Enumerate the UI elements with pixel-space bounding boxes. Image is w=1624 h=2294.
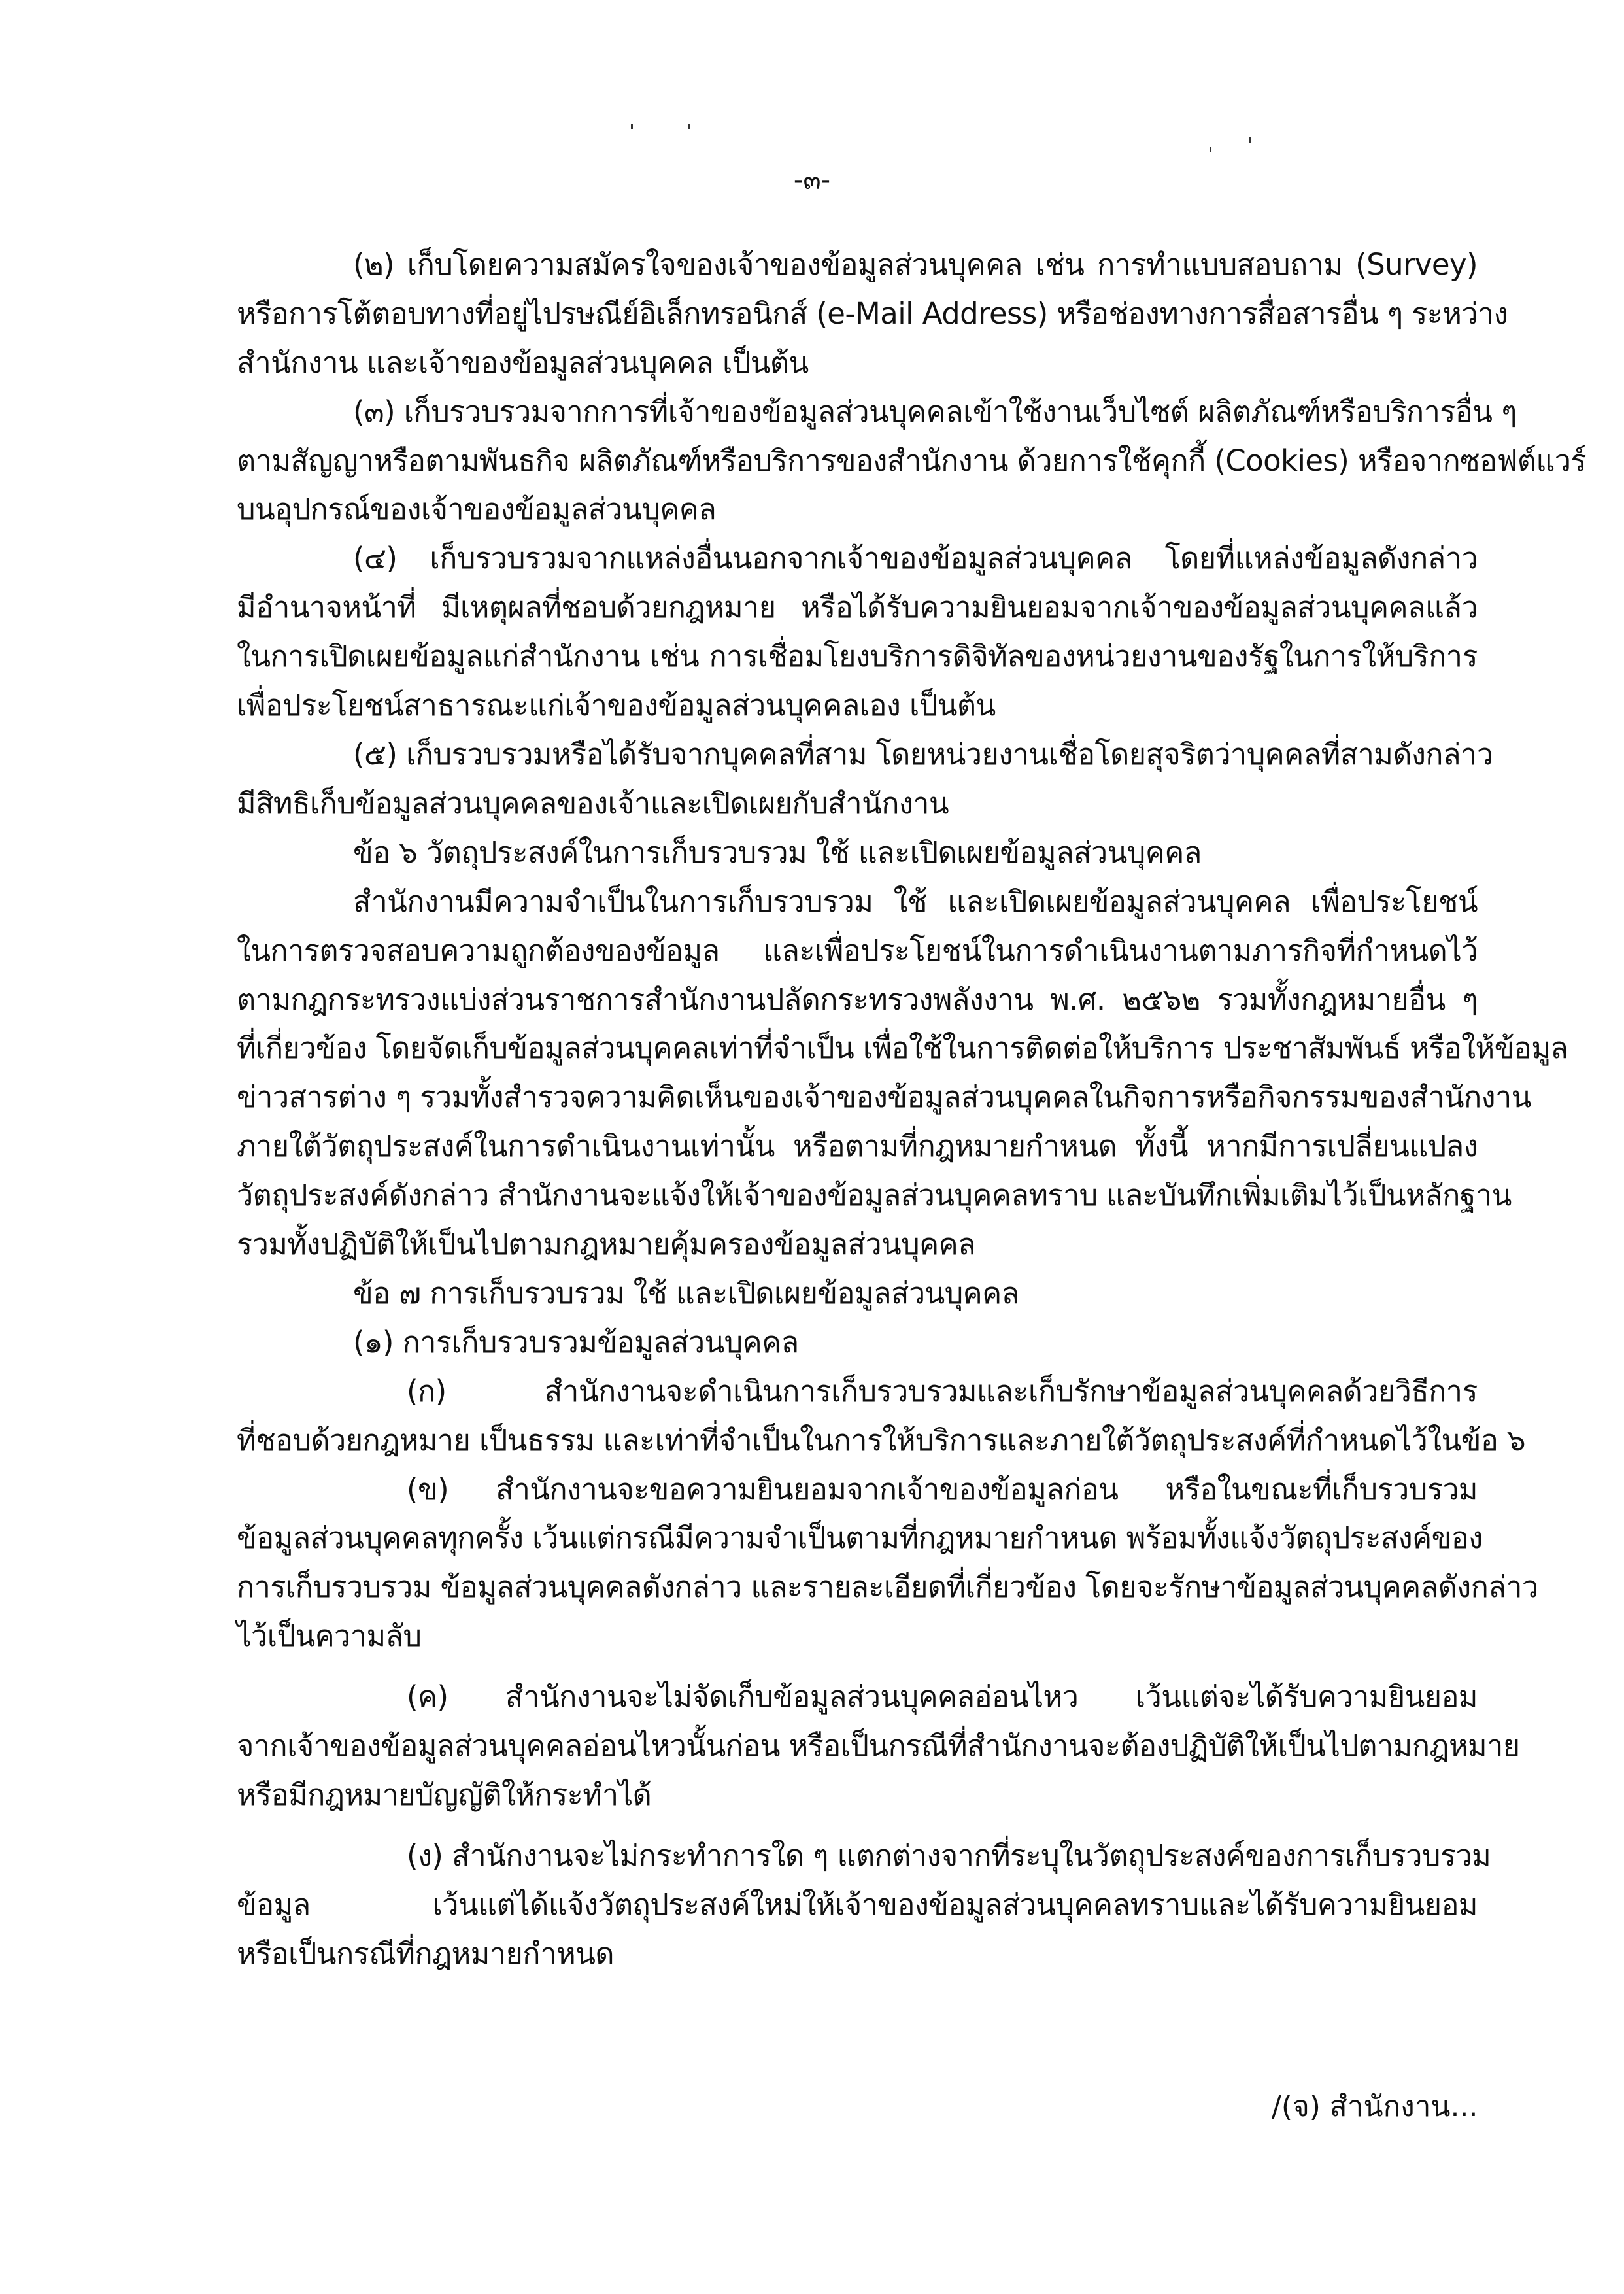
body-line: ข้อ ๗ การเก็บรวบรวม ใช้ และเปิดเผยข้อมูลส่วนบุคคล: [353, 1276, 1019, 1310]
scan-speck: [631, 124, 633, 129]
body-line: ภายใต้วัตถุประสงค์ในการดำเนินงานเท่านั้น หรือตามที่กฎหมายกำหนด ทั้งนี้ หากมีการเปลี่ยนแปลง: [237, 1129, 1478, 1163]
body-line: รวมทั้งปฏิบัติให้เป็นไปตามกฎหมายคุ้มครองข้อมูลส่วนบุคคล: [237, 1227, 976, 1261]
body-line: สำนักงาน และเจ้าของข้อมูลส่วนบุคคล เป็นต้น: [237, 345, 809, 380]
body-line: การเก็บรวบรวม ข้อมูลส่วนบุคคลดังกล่าว และรายละเอียดที่เกี่ยวข้อง โดยจะรักษาข้อมูลส่วนบุคคลดังกล่าว: [237, 1569, 1538, 1604]
body-line: (ข) สำนักงานจะขอความยินยอมจากเจ้าของข้อมูลก่อน หรือในขณะที่เก็บรวบรวม: [407, 1472, 1478, 1507]
body-line: ข้อมูลส่วนบุคคลทุกครั้ง เว้นแต่กรณีมีความจำเป็นตามที่กฎหมายกำหนด พร้อมทั้งแจ้งวัตถุประสงค์ของ: [237, 1520, 1483, 1555]
body-line: หรือมีกฎหมายบัญญัติให้กระทำได้: [237, 1777, 652, 1812]
body-line: ตามสัญญาหรือตามพันธกิจ ผลิตภัณฑ์หรือบริการของสำนักงาน ด้วยการใช้คุกกี้ (Cookies) หรือจากซอฟต์แวร์: [237, 443, 1587, 478]
body-line: ข้อมูล เว้นแต่ได้แจ้งวัตถุประสงค์ใหม่ให้เจ้าของข้อมูลส่วนบุคคลทราบและได้รับความยินยอม: [237, 1887, 1478, 1922]
body-line: ในการเปิดเผยข้อมูลแก่สำนักงาน เช่น การเชื่อมโยงบริการดิจิทัลของหน่วยงานของรัฐในการให้บริการ: [237, 639, 1478, 674]
body-line: (๓) เก็บรวบรวมจากการที่เจ้าของข้อมูลส่วนบุคคลเข้าใช้งานเว็บไซต์ ผลิตภัณฑ์หรือบริการอื่น ๆ: [353, 394, 1517, 429]
scan-speck: [688, 124, 690, 129]
body-line: จากเจ้าของข้อมูลส่วนบุคคลอ่อนไหวนั้นก่อน หรือเป็นกรณีที่สำนักงานจะต้องปฏิบัติให้เป็นไปตามกฎหมาย: [237, 1728, 1520, 1763]
body-line: บนอุปกรณ์ของเจ้าของข้อมูลส่วนบุคคล: [237, 492, 717, 526]
body-line: มีสิทธิเก็บข้อมูลส่วนบุคคลของเจ้าและเปิดเผยกับสำนักงาน: [237, 786, 949, 821]
body-line: วัตถุประสงค์ดังกล่าว สำนักงานจะแจ้งให้เจ้าของข้อมูลส่วนบุคคลทราบ และบันทึกเพิ่มเติมไว้เป็นหลักฐาน: [237, 1178, 1512, 1212]
body-line: ที่ชอบด้วยกฎหมาย เป็นธรรม และเท่าที่จำเป็นในการให้บริการและภายใต้วัตถุประสงค์ที่กำหนดไว้ในข้อ ๖: [237, 1423, 1525, 1458]
body-line: (๕) เก็บรวบรวมหรือได้รับจากบุคคลที่สาม โดยหน่วยงานเชื่อโดยสุจริตว่าบุคคลที่สามดังกล่าว: [353, 737, 1493, 772]
body-line: ตามกฎกระทรวงแบ่งส่วนราชการสำนักงานปลัดกระทรวงพลังงาน พ.ศ. ๒๕๖๒ รวมทั้งกฎหมายอื่น ๆ: [237, 982, 1478, 1017]
body-line: ไว้เป็นความลับ: [237, 1618, 422, 1653]
continuation-footer: /(จ) สำนักงาน...: [1272, 2090, 1478, 2123]
body-line: สำนักงานมีความจำเป็นในการเก็บรวบรวม ใช้ และเปิดเผยข้อมูลส่วนบุคคล เพื่อประโยชน์: [353, 884, 1478, 919]
scan-speck: [1249, 137, 1251, 143]
body-line: (๔) เก็บรวบรวมจากแหล่งอื่นนอกจากเจ้าของข้อมูลส่วนบุคคล โดยที่แหล่งข้อมูลดังกล่าว: [353, 541, 1478, 575]
body-line: ในการตรวจสอบความถูกต้องของข้อมูล และเพื่อประโยชน์ในการดำเนินงานตามภารกิจที่กำหนดไว้: [237, 933, 1478, 968]
body-line: มีอำนาจหน้าที่ มีเหตุผลที่ชอบด้วยกฎหมาย หรือได้รับความยินยอมจากเจ้าของข้อมูลส่วนบุคคลแล้ว: [237, 590, 1478, 625]
body-line: (ค) สำนักงานจะไม่จัดเก็บข้อมูลส่วนบุคคลอ่อนไหว เว้นแต่จะได้รับความยินยอม: [407, 1679, 1478, 1714]
body-line: หรือการโต้ตอบทางที่อยู่ไปรษณีย์อิเล็กทรอนิกส์ (e-Mail Address) หรือช่องทางการสื่อสารอื่น ๆ ระหว่าง: [237, 296, 1508, 331]
scan-speck: [1210, 147, 1211, 152]
body-line: หรือเป็นกรณีที่กฎหมายกำหนด: [237, 1936, 614, 1971]
body-line: ที่เกี่ยวข้อง โดยจัดเก็บข้อมูลส่วนบุคคลเท่าที่จำเป็น เพื่อใช้ในการติดต่อให้บริการ ประชาสัมพันธ์ หรือให้ข้อมูล: [237, 1031, 1568, 1065]
body-line: ข้อ ๖ วัตถุประสงค์ในการเก็บรวบรวม ใช้ และเปิดเผยข้อมูลส่วนบุคคล: [353, 835, 1202, 870]
page-number: -๓-: [793, 165, 831, 196]
body-line: (ง) สำนักงานจะไม่กระทำการใด ๆ แตกต่างจากที่ระบุในวัตถุประสงค์ของการเก็บรวบรวม: [407, 1838, 1491, 1873]
body-line: เพื่อประโยชน์สาธารณะแก่เจ้าของข้อมูลส่วนบุคคลเอง เป็นต้น: [237, 688, 996, 723]
body-line: (๑) การเก็บรวบรวมข้อมูลส่วนบุคคล: [353, 1325, 799, 1360]
body-line: ข่าวสารต่าง ๆ รวมทั้งสำรวจความคิดเห็นของเจ้าของข้อมูลส่วนบุคคลในกิจการหรือกิจกรรมของสำนักงาน: [237, 1080, 1531, 1114]
body-line: (๒) เก็บโดยความสมัครใจของเจ้าของข้อมูลส่วนบุคคล เช่น การทำแบบสอบถาม (Survey): [353, 247, 1478, 282]
body-line: (ก) สำนักงานจะดำเนินการเก็บรวบรวมและเก็บรักษาข้อมูลส่วนบุคคลด้วยวิธีการ: [407, 1374, 1478, 1409]
